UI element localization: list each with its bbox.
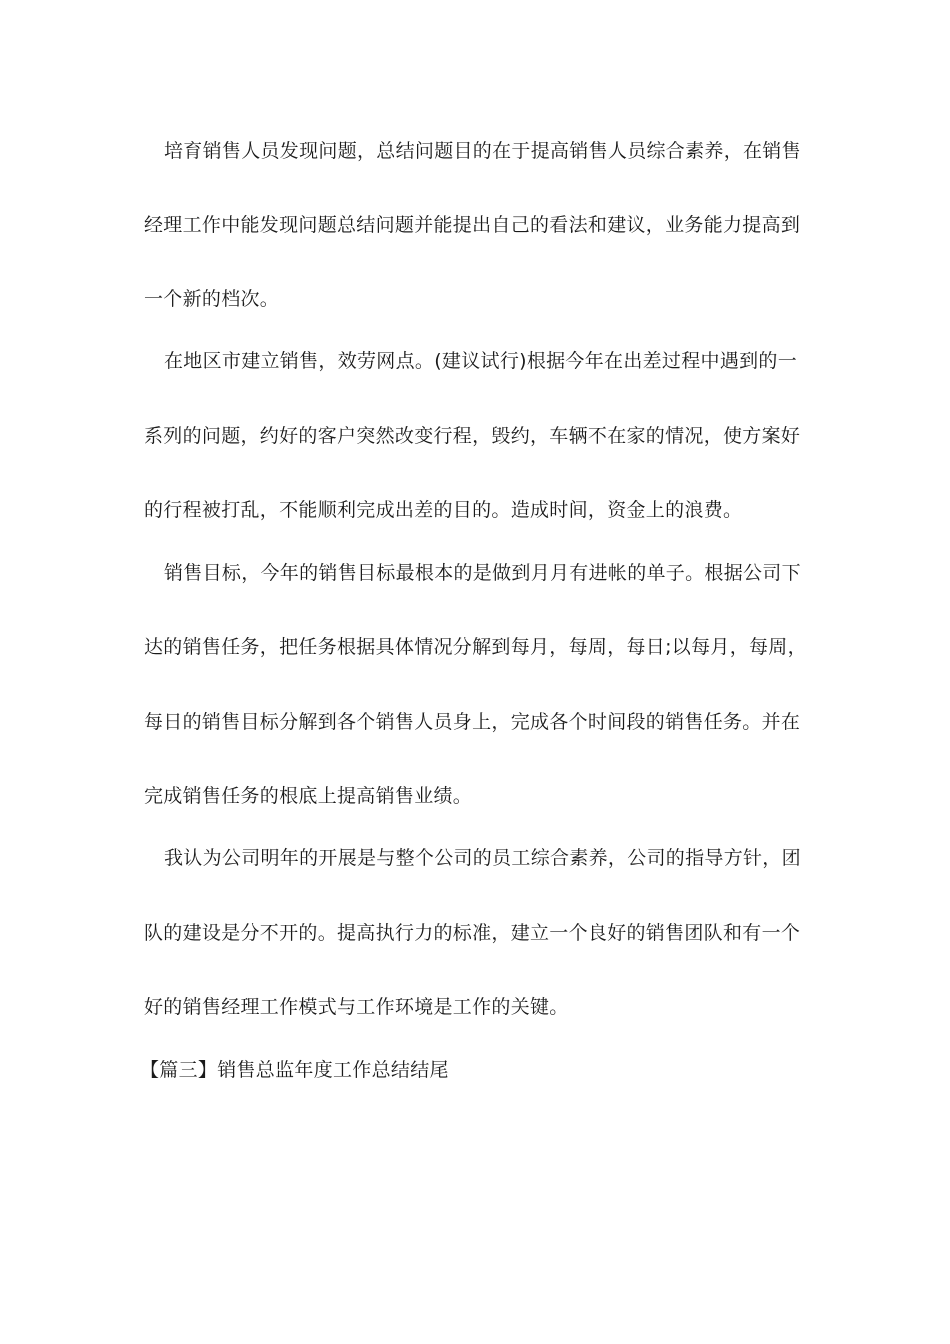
paragraph-1-line-1: 培育销售人员发现问题，总结问题目的在于提高销售人员综合素养，在销售 bbox=[164, 140, 801, 162]
paragraph-3-line-2: 达的销售任务，把任务根据具体情况分解到每月，每周，每日;以每月，每周， bbox=[144, 636, 807, 658]
paragraph-3-line-3: 每日的销售目标分解到各个销售人员身上，完成各个时间段的销售任务。并在 bbox=[144, 711, 801, 733]
paragraph-3-line-4: 完成销售任务的根底上提高销售业绩。 bbox=[144, 785, 473, 807]
paragraph-4-line-2: 队的建设是分不开的。提高执行力的标准，建立一个良好的销售团队和有一个 bbox=[144, 922, 801, 944]
paragraph-1-line-2: 经理工作中能发现问题总结问题并能提出自己的看法和建议，业务能力提高到 bbox=[144, 214, 801, 236]
paragraph-1-line-3: 一个新的档次。 bbox=[144, 288, 280, 310]
paragraph-2-line-1: 在地区市建立销售，效劳网点。(建议试行)根据今年在出差过程中遇到的一 bbox=[164, 350, 798, 372]
paragraph-2-line-2: 系列的问题，约好的客户突然改变行程，毁约，车辆不在家的情况，使方案好 bbox=[144, 425, 801, 447]
paragraph-2-line-3: 的行程被打乱，不能顺利完成出差的目的。造成时间，资金上的浪费。 bbox=[144, 499, 743, 521]
paragraph-4-line-1: 我认为公司明年的开展是与整个公司的员工综合素养，公司的指导方针，团 bbox=[164, 847, 801, 869]
paragraph-3-line-1: 销售目标，今年的销售目标最根本的是做到月月有进帐的单子。根据公司下 bbox=[164, 562, 801, 584]
section-heading: 【篇三】销售总监年度工作总结结尾 bbox=[140, 1059, 449, 1081]
paragraph-4-line-3: 好的销售经理工作模式与工作环境是工作的关键。 bbox=[144, 996, 569, 1018]
